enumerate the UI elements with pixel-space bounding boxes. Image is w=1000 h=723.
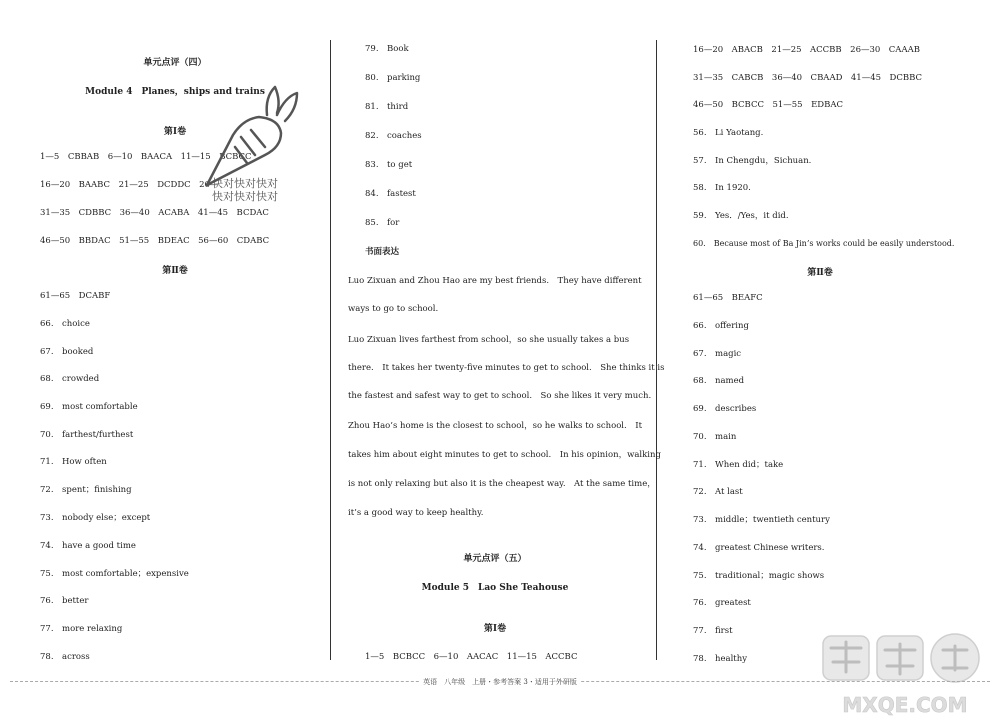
- answer-line: 46—50 BBDAC 51—55 BDEAC 56—60 CDABC: [40, 236, 270, 246]
- answer-line: 31—35 CDBBC 36—40 ACABA 41—45 BCDAC: [40, 208, 269, 218]
- site-logo-watermark-icon: [815, 628, 995, 723]
- answer-line: 73. nobody else；except: [40, 513, 151, 523]
- answer-line: 81. third: [365, 102, 409, 112]
- module-title: Module 5 Lao She Teahouse: [421, 583, 569, 593]
- answer-line: 71. How often: [40, 457, 107, 467]
- answer-line: 66. choice: [40, 319, 90, 329]
- answer-line: 72. At last: [693, 487, 743, 497]
- essay-line: Luo Zixuan and Zhou Hao are my best friends. They have different: [348, 276, 642, 286]
- answer-line: 80. parking: [365, 73, 421, 83]
- answer-line: 69. most comfortable: [40, 402, 138, 412]
- answer-line: 84. fastest: [365, 189, 416, 199]
- answer-line: 61—65 DCABF: [40, 291, 111, 301]
- answer-line: 1—5 BCBCC 6—10 AACAC 11—15 ACCBC: [365, 652, 578, 662]
- unit-title: 单元点评（四）: [143, 58, 207, 68]
- answer-line: 76. greatest: [693, 598, 751, 608]
- column-divider-left: [330, 40, 331, 660]
- answer-line: 68. named: [693, 376, 745, 386]
- answer-line: 78. healthy: [693, 654, 748, 664]
- answer-line: 77. first: [693, 626, 733, 636]
- watermark-line: 快对快对快对: [212, 190, 278, 203]
- answer-line: 74. greatest Chinese writers.: [693, 543, 825, 553]
- answer-line: 68. crowded: [40, 374, 100, 384]
- answer-line: 31—35 CABCB 36—40 CBAAD 41—45 DCBBC: [693, 73, 923, 83]
- answer-line: 1—5 CBBAB 6—10 BAACA 11—15 BCBCC: [40, 152, 252, 162]
- answer-line: 77. more relaxing: [40, 624, 123, 634]
- writing-title: 书面表达: [365, 247, 400, 257]
- section-title: 第Ⅰ卷: [483, 624, 507, 634]
- section-title: 第Ⅱ卷: [807, 268, 833, 278]
- answer-line: 61—65 BEAFC: [693, 293, 763, 303]
- essay-line: is not only relaxing but also it is the cheapest way. At the same time，: [348, 479, 656, 489]
- essay-line: Zhou Hao’s home is the closest to school，so he walks to school. It: [348, 421, 643, 431]
- logo-domain-text: MXQE.COM: [842, 693, 968, 717]
- answer-line: 70. main: [693, 432, 737, 442]
- watermark-text: [212, 177, 278, 203]
- column-divider-right: [656, 40, 657, 660]
- answer-line: 79. Book: [365, 44, 409, 54]
- answer-line: 76. better: [40, 596, 89, 606]
- answer-line: 16—20 ABACB 21—25 ACCBB 26—30 CAAAB: [693, 45, 920, 55]
- essay-line: the fastest and safest way to get to school. So she likes it very much.: [348, 391, 652, 401]
- watermark-line: 快对快对快对: [212, 177, 278, 190]
- answer-line: 56. Li Yaotang.: [693, 128, 764, 138]
- answer-line: 82. coaches: [365, 131, 422, 141]
- answer-line: 72. spent；finishing: [40, 485, 132, 495]
- answer-line: 75. most comfortable；expensive: [40, 569, 189, 579]
- answer-line: 83. to get: [365, 160, 413, 170]
- answer-line: 46—50 BCBCC 51—55 EDBAC: [693, 100, 843, 110]
- answer-line: 67. booked: [40, 347, 94, 357]
- answer-line: 74. have a good time: [40, 541, 136, 551]
- answer-line: 59. Yes．/Yes，it did.: [693, 211, 789, 221]
- answer-line: 75. traditional；magic shows: [693, 571, 825, 581]
- essay-line: takes him about eight minutes to get to school. In his opinion，walking: [348, 450, 661, 460]
- section-title: 第Ⅱ卷: [162, 266, 188, 276]
- answer-line: 57. In Chengdu，Sichuan.: [693, 156, 812, 166]
- section-title: 第Ⅰ卷: [163, 127, 187, 137]
- answer-line: 70. farthest/furthest: [40, 430, 134, 440]
- answer-line: 73. middle；twentieth century: [693, 515, 830, 525]
- answer-line: 58. In 1920.: [693, 183, 751, 193]
- answer-line: 78. across: [40, 652, 90, 662]
- essay-line: ways to go to school.: [348, 304, 439, 314]
- page-footer: [0, 677, 1000, 687]
- answer-line: 71. When did；take: [693, 460, 784, 470]
- essay-line: it’s a good way to keep healthy.: [348, 508, 484, 518]
- essay-line: there. It takes her twenty-five minutes to get to school. She thinks it is: [348, 363, 665, 373]
- answer-line: 16—20 BAABC 21—25 DCDDC 26—: [40, 180, 219, 190]
- module-title: Module 4 Planes，ships and trains: [85, 87, 265, 97]
- unit-title: 单元点评（五）: [463, 554, 527, 564]
- answer-line: 67. magic: [693, 349, 742, 359]
- answer-line: 60. Because most of Ba Jin’s works could be easily understood.: [693, 239, 955, 248]
- answer-line: 66. offering: [693, 321, 749, 331]
- footer-text: 英语 八年级 上册・参考答案 3・适用于外研版: [419, 678, 581, 686]
- answer-line: 85. for: [365, 218, 400, 228]
- essay-line: Luo Zixuan lives farthest from school，so she usually takes a bus: [348, 335, 630, 345]
- answer-line: 69. describes: [693, 404, 757, 414]
